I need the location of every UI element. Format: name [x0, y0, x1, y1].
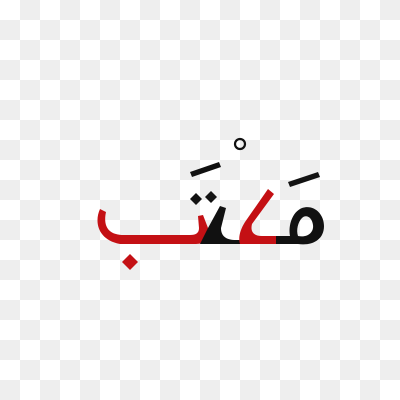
ba-dot [122, 254, 138, 270]
ta-dot-left [190, 193, 202, 205]
letter-meem [276, 207, 324, 244]
fatha-meem [288, 172, 320, 187]
sukun-kaf [235, 139, 245, 149]
ta-dot-right [205, 191, 217, 203]
letter-ba [97, 209, 208, 244]
letter-ta [200, 206, 246, 244]
letter-kaf [239, 189, 276, 244]
fatha-ta [190, 162, 221, 177]
